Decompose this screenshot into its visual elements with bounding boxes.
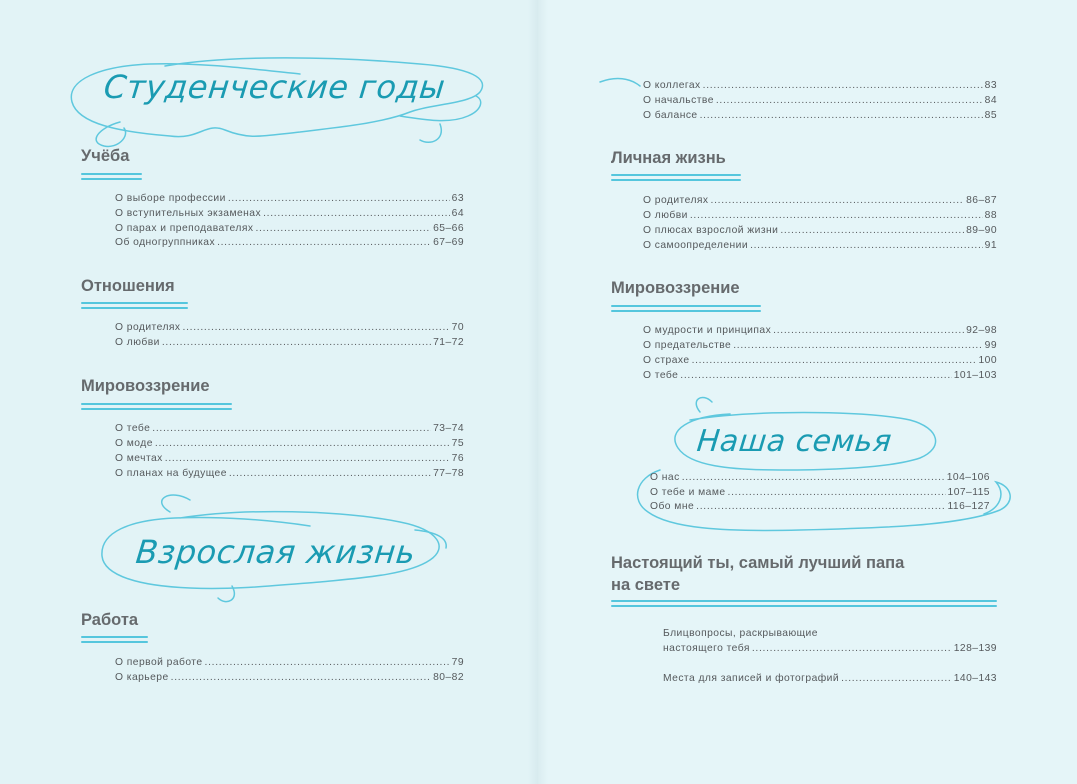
toc-entry[interactable]: О начальстве ..... 84 — [643, 94, 997, 108]
heading-underline — [81, 302, 188, 309]
heading-underline — [81, 403, 232, 410]
toc-entry[interactable]: О предательстве ..... 99 — [643, 339, 997, 353]
heading-underline — [611, 305, 761, 312]
toc-entry[interactable]: О самоопределении ..... 91 — [643, 239, 997, 253]
toc-entry[interactable]: О балансе ..... 85 — [643, 109, 997, 123]
heading-best-dad-line1: Настоящий ты, самый лучший папа — [611, 554, 905, 572]
toc-entry[interactable]: О мечтах ..... 76 — [115, 452, 464, 466]
heading-personal-life: Личная жизнь — [611, 149, 726, 167]
heading-worldview-right: Мировоззрение — [611, 279, 740, 297]
toc-entry[interactable]: настоящего тебя ..... 128–139 — [663, 642, 997, 656]
heading-underline — [81, 636, 148, 643]
toc-entry[interactable]: О карьере ..... 80–82 — [115, 671, 464, 685]
toc-entry[interactable]: О родителях ..... 86–87 — [643, 194, 997, 208]
toc-entry[interactable]: Об одногруппниках ..... 67–69 — [115, 236, 464, 250]
toc-entry[interactable]: О родителях ..... 70 — [115, 321, 464, 335]
toc-entry-label-line1: Блицвопросы, раскрывающие — [663, 628, 818, 639]
toc-entry[interactable]: О тебе и маме ..... 107–115 — [650, 486, 990, 500]
toc-entry[interactable]: О тебе ..... 101–103 — [643, 369, 997, 383]
heading-underline — [611, 600, 997, 607]
toc-entry[interactable]: О плюсах взрослой жизни ..... 89–90 — [643, 224, 997, 238]
heading-best-dad-line2: на свете — [611, 576, 681, 594]
toc-entry[interactable]: О вступительных экзаменах ..... 64 — [115, 207, 464, 221]
heading-work: Работа — [81, 611, 139, 629]
heading-underline — [611, 174, 741, 181]
heading-study: Учёба — [81, 147, 130, 165]
heading-worldview: Мировоззрение — [81, 377, 210, 395]
toc-entry[interactable]: О мудрости и принципах ..... 92–98 — [643, 324, 997, 338]
toc-entry[interactable]: О выборе профессии ..... 63 — [115, 192, 464, 206]
toc-entry[interactable]: О планах на будущее ..... 77–78 — [115, 467, 464, 481]
toc-entry[interactable]: О тебе ..... 73–74 — [115, 422, 464, 436]
toc-entry[interactable]: О любви ..... 88 — [643, 209, 997, 223]
toc-entry[interactable]: О любви ..... 71–72 — [115, 336, 464, 350]
toc-entry[interactable]: О моде ..... 75 — [115, 437, 464, 451]
toc-entry[interactable]: О первой работе ..... 79 — [115, 656, 464, 670]
banner-student-years: Студенческие годы — [102, 68, 448, 106]
toc-entry[interactable]: Обо мне ..... 116–127 — [650, 500, 990, 514]
toc-entry[interactable]: О парах и преподавателях ..... 65–66 — [115, 222, 464, 236]
heading-underline — [81, 173, 142, 180]
toc-entry[interactable]: О нас ..... 104–106 — [650, 471, 990, 485]
toc-entry[interactable]: О коллегах ..... 83 — [643, 79, 997, 93]
banner-adult-life: Взрослая жизнь — [134, 533, 418, 571]
book-gutter — [528, 0, 548, 784]
banner-our-family: Наша семья — [695, 424, 894, 459]
heading-relations: Отношения — [81, 277, 175, 295]
toc-entry[interactable]: Места для записей и фотографий ..... 140–143 — [663, 672, 997, 686]
toc-entry[interactable]: О страхе ..... 100 — [643, 354, 997, 368]
